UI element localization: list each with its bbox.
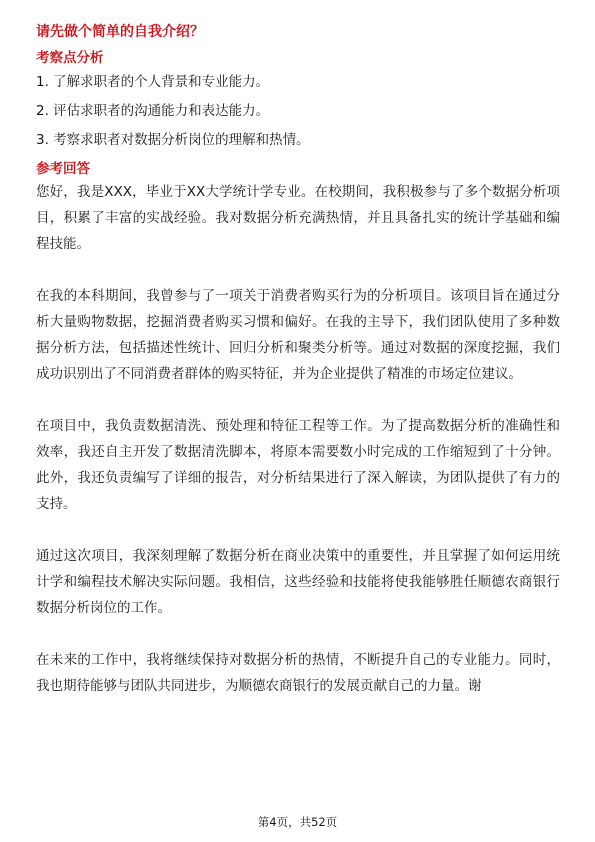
answer-paragraph: 通过这次项目，我深刻理解了数据分析在商业决策中的重要性，并且掌握了如何运用统计学和编程技术解决实际问题。我相信，这些经验和技能将使我能够胜任顺德农商银行数据分析岗位的工作。 xyxy=(36,548,560,616)
answer-paragraph: 在未来的工作中，我将继续保持对数据分析的热情，不断提升自己的专业能力。同时，我也期待能够与团队共同进步，为顺德农商银行的发展贡献自己的力量。谢 xyxy=(36,652,560,694)
page-number: 第4页，共52页 xyxy=(257,815,338,829)
analysis-point: 2. 评估求职者的沟通能力和表达能力。 xyxy=(36,103,270,119)
answer-paragraph: 在项目中，我负责数据清洗、预处理和特征工程等工作。为了提高数据分析的准确性和效率，我还自主开发了数据清洗脚本，将原本需要数小时完成的工作缩短到了十分钟。此外，我还负责编写了详细的报告，对分析结果进行了深入解读，为团队提供了有力的支持。 xyxy=(36,418,560,512)
answer-paragraph: 您好，我是XXX，毕业于XX大学统计学专业。在校期间，我积极参与了多个数据分析项目，积累了丰富的实战经验。我对数据分析充满热情，并且具备扎实的统计学基础和编程技能。 xyxy=(36,184,560,252)
answer-body xyxy=(36,179,560,699)
analysis-point: 1. 了解求职者的个人背景和专业能力。 xyxy=(36,74,270,90)
analysis-point: 3. 考察求职者对数据分析岗位的理解和热情。 xyxy=(36,132,310,148)
answer-paragraph: 在我的本科期间，我曾参与了一项关于消费者购买行为的分析项目。该项目旨在通过分析大量购物数据，挖掘消费者购买习惯和偏好。在我的主导下，我们团队使用了多种数据分析方法，包括描述性统计、回归分析和聚类分析等。通过对数据的深度挖掘，我们成功识别出了不同消费者群体的购买特征，并为企业提供了精准的市场定位建议。 xyxy=(36,288,560,382)
document-page xyxy=(36,22,560,699)
analysis-points-list xyxy=(36,72,560,150)
question-title: 请先做个简单的自我介绍？ xyxy=(36,24,204,40)
analysis-heading: 考察点分析 xyxy=(36,50,104,66)
answer-heading: 参考回答 xyxy=(36,161,90,177)
